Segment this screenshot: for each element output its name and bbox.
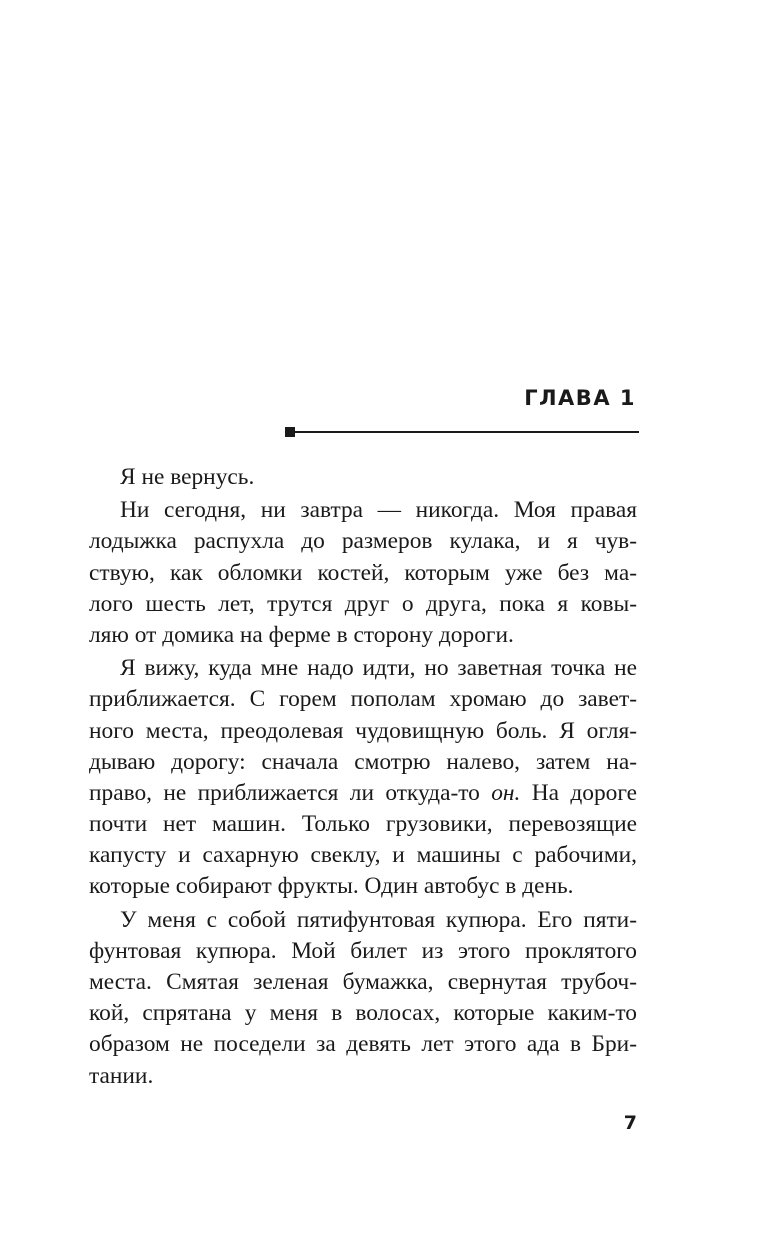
paragraph-3 [89, 653, 637, 903]
text-line: У меня с собой пятифунтовая купюра. Его пяти- [120, 906, 637, 933]
text-line: ствую, как обломки костей, которым уже без ма- [89, 559, 637, 586]
chapter-rule-line [295, 431, 639, 433]
text-line: лодыжка распухла до размеров кулака, и я чув- [89, 528, 637, 555]
chapter-rule [285, 427, 639, 437]
text-segment: На дороге [520, 779, 637, 806]
text-line: кой, спрятана у меня в волосах, которые каким-то [89, 1000, 637, 1027]
text-line: дываю дорогу: сначала смотрю налево, затем на- [89, 748, 637, 775]
text-line: почти нет машин. Только грузовики, перевозящие [89, 811, 637, 838]
text-line: лого шесть лет, трутся друг о друга, пока я ковы- [89, 590, 637, 617]
chapter-rule-square [285, 427, 295, 437]
text-line: капусту и сахарную свеклу, и машины с рабочими, [89, 842, 637, 869]
text-line: ного места, преодолевая чудовищную боль. Я огля- [89, 717, 637, 744]
paragraph-2 [89, 495, 637, 651]
chapter-heading: ГЛАВА 1 [524, 386, 636, 410]
text-segment: право, не приближается ли откуда-то [89, 779, 492, 806]
text-line: фунтовая купюра. Мой билет из этого проклятого [89, 937, 637, 964]
text-line-mixed [89, 778, 637, 809]
italic-emphasis: он. [491, 779, 521, 806]
text-line: которые собирают фрукты. Один автобус в день. [89, 873, 574, 900]
text-line: приближается. С горем пополам хромаю до завет- [89, 686, 637, 713]
paragraph-4 [89, 905, 637, 1092]
page-number: 7 [623, 1112, 637, 1134]
text-line: места. Смятая зеленая бумажка, свернутая трубоч- [89, 969, 637, 995]
body-text [89, 462, 637, 1092]
text-line: Я не вернусь. [120, 464, 255, 490]
text-line: Я вижу, куда мне надо идти, но заветная точка не [120, 655, 637, 682]
paragraph-1 [89, 462, 637, 493]
text-line: Ни сегодня, ни завтра — никогда. Моя правая [120, 497, 637, 524]
text-line: тании. [89, 1062, 154, 1089]
text-line: ляю от домика на ферме в сторону дороги. [89, 621, 514, 648]
text-line: образом не поседели за девять лет этого ада в Бри- [89, 1031, 637, 1058]
